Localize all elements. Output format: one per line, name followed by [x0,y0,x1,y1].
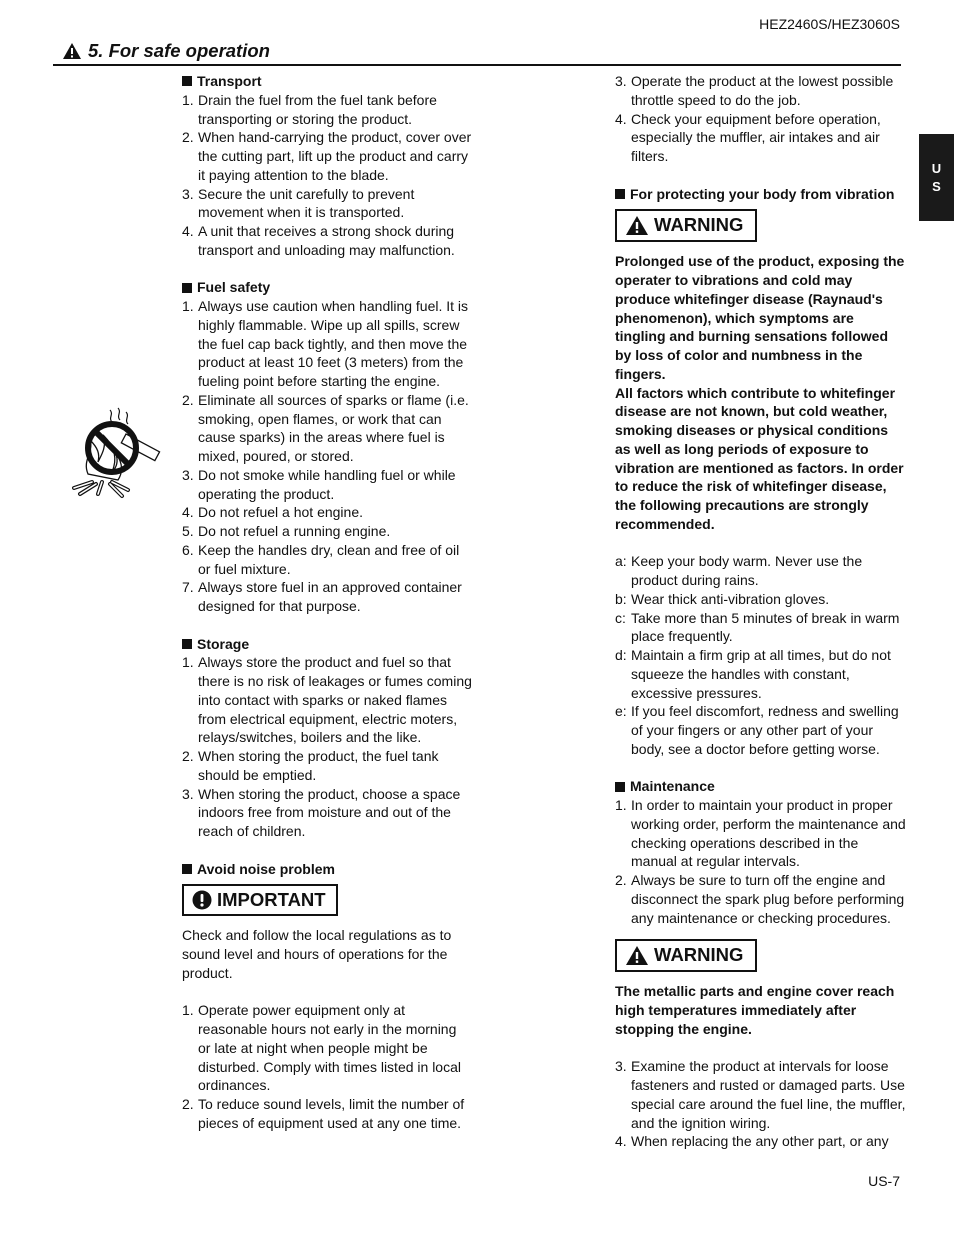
item-number: 5. [182,523,194,539]
bullet-square-icon [182,283,192,293]
item-text: Check your equipment before operation, especially the muffler, air intakes and air filters. [631,110,881,164]
noise-list-continued [615,72,907,166]
model-number: HEZ2460S/HEZ3060S [759,16,900,32]
item-text: Secure the unit carefully to prevent movement when it is transported. [198,185,415,221]
fuel-heading-text: Fuel safety [197,279,271,296]
item-text: Examine the product at intervals for loose fasteners and rusted or damaged parts. Use special care around the fuel line, the muffler, and the ignition wiring. [631,1058,906,1131]
list-item [615,1057,907,1132]
list-item [615,702,907,758]
item-text: When hand-carrying the product, cover over the cutting part, lift up the product and carry it paying attention to the blade. [198,129,472,183]
no-smoking-icon [68,404,172,500]
item-text: Wear thick anti-vibration gloves. [631,590,830,607]
important-text: Check and follow the local regulations as to sound level and hours of operations for the product. [182,927,452,981]
list-item [182,1095,472,1133]
list-item [615,796,907,871]
warning-label: WARNING [654,214,744,236]
storage-list [182,653,472,841]
vibration-heading-text: For protecting your body from vibration [630,185,895,202]
vibration-heading [615,185,907,204]
item-text: Always store fuel in an approved container designed for that purpose. [198,579,462,614]
item-number: 1. [182,91,194,108]
item-text: To reduce sound levels, limit the number of pieces of equipment used at any one time. [198,1096,465,1131]
warning-text: All factors which contribute to whitefinger disease are not known, but cold weather, smoking diseases or physical conditions as well as long periods of exposure to vibration are mentioned as factors. In order to reduce the risk of whitefinger disease, the following precautions are strongly recommended. [615,384,904,532]
important-label: IMPORTANT [217,888,326,910]
bullet-square-icon [182,864,192,874]
list-item [615,552,907,590]
list-item [182,1001,472,1095]
maintenance-list-continued [615,1057,907,1151]
item-text: Drain the fuel from the fuel tank before transporting or storing the product. [198,91,437,127]
noise-list [182,1001,472,1132]
list-item [182,391,472,466]
item-number: b: [615,590,627,607]
list-item [182,578,472,616]
list-item [615,1132,907,1151]
item-text: When replacing the any other part, or any [631,1133,889,1150]
storage-heading [182,635,472,654]
item-text: When storing the product, the fuel tank should be emptied. [198,748,439,783]
vibration-list [615,552,907,758]
warning-text: The metallic parts and engine cover reach high temperatures immediately after stopping the engine. [615,983,895,1037]
list-item [182,297,472,391]
list-item [182,785,472,841]
list-item [615,72,907,110]
item-text: In order to maintain your product in proper working order, perform the maintenance and checking operations described in the manual at regular intervals. [631,797,906,870]
list-item [182,91,472,129]
bullet-square-icon [182,639,192,649]
item-number: 3. [182,785,194,802]
item-number: d: [615,647,627,663]
important-box [182,884,338,916]
item-text: If you feel discomfort, redness and swelling of your fingers or any other part of your body, see a doctor before getting worse. [631,703,899,757]
item-number: 3. [182,185,194,202]
item-text: Keep your body warm. Never use the product during rains. [631,553,863,588]
item-number: a: [615,553,627,570]
item-number: 4. [615,110,627,127]
item-text: Take more than 5 minutes of break in warm place frequently. [631,609,900,645]
title-rule [53,64,901,66]
side-tab-u: U [931,160,942,176]
item-number: 4. [182,223,194,239]
list-item [182,185,472,223]
side-tab [919,134,954,221]
item-number: 7. [182,579,194,596]
transport-heading-text: Transport [197,73,262,89]
item-number: 2. [182,391,194,408]
item-number: 1. [182,298,194,314]
item-number: 3. [615,73,627,89]
fuel-heading [182,278,472,297]
list-item [182,747,472,785]
list-item [182,128,472,184]
item-number: e: [615,703,627,720]
list-item [615,609,907,647]
item-number: 6. [182,541,194,558]
warning-label: WARNING [654,944,744,966]
page-number: US-7 [868,1173,900,1189]
list-item [182,222,472,260]
item-text: Operate power equipment only at reasonable hours not early in the morning or late at night when people might be disturbed. Comply with times listed in local ordinances. [198,1002,461,1094]
item-number: 2. [182,748,194,764]
fuel-list [182,297,472,616]
transport-heading [182,72,472,91]
warning-text: Prolonged use of the product, exposing the operater to vibrations and cold may produce whitefinger disease (Raynaud's phenomenon), which symptoms are tingling and burning sensations followed by loss of color and numbness in the fingers. [615,253,905,382]
warning-box [615,209,757,242]
side-tab-s: S [932,178,941,194]
list-item [182,466,472,504]
item-text: Do not refuel a running engine. [198,523,391,539]
item-text: Maintain a firm grip at all times, but do not squeeze the handles with constant, excessive pressures. [631,647,891,701]
item-number: 3. [182,466,194,483]
section-title [62,40,270,62]
warning-box [615,939,757,972]
maintenance-heading [615,777,907,796]
left-column [182,72,472,1133]
list-item [615,110,907,166]
item-number: 1. [182,1002,194,1019]
warning-triangle-icon [625,215,649,236]
item-number: 1. [182,654,194,671]
right-column [615,72,907,1151]
bullet-square-icon [182,76,192,86]
list-item [182,541,472,579]
item-number: 2. [182,129,194,146]
item-text: Keep the handles dry, clean and free of oil or fuel mixture. [198,541,460,577]
item-number: 1. [615,797,627,813]
item-text: When storing the product, choose a space indoors free from moisture and out of the reach of children. [198,785,461,839]
list-item [182,522,472,541]
item-text: Do not smoke while handling fuel or while operating the product. [198,466,456,502]
item-number: 2. [615,872,627,888]
storage-heading-text: Storage [197,635,250,652]
exclamation-circle-icon [192,890,212,910]
item-text: A unit that receives a strong shock during transport and unloading may malfunction. [198,223,455,258]
item-number: 3. [615,1058,627,1075]
section-title-text: 5. For safe operation [88,40,270,61]
noise-heading-text: Avoid noise problem [197,860,335,877]
item-number: 2. [182,1096,194,1112]
list-item [182,653,472,747]
item-number: 4. [182,504,194,521]
list-item [615,646,907,702]
item-number: c: [615,609,626,626]
item-text: Operate the product at the lowest possible throttle speed to do the job. [631,73,894,108]
noise-heading [182,860,472,879]
item-text: Do not refuel a hot engine. [198,504,364,521]
list-item [182,503,472,522]
item-number: 4. [615,1133,627,1150]
item-text: Always be sure to turn off the engine and disconnect the spark plug before performing any maintenance or checking procedures. [631,872,905,926]
list-item [615,871,907,927]
maintenance-heading-text: Maintenance [630,778,715,795]
maintenance-list [615,796,907,927]
warning-triangle-icon [625,945,649,966]
item-text: Always use caution when handling fuel. It is highly flammable. Wipe up all spills, screw the fuel cap back tightly, and then move the product at least 10 feet (3 meters) from the fueling point before starting the engine. [198,298,469,389]
list-item [615,590,907,609]
bullet-square-icon [615,782,625,792]
bullet-square-icon [615,189,625,199]
item-text: Always store the product and fuel so that there is no risk of leakages or fumes coming into contact with sparks or naked flames from electrical equipment, electric moters, relays/switches, boilers and the like. [198,654,472,746]
item-text: Eliminate all sources of sparks or flame (i.e. smoking, open flames, or work that can cause sparks) in the areas where fuel is mixed, poured, or stored. [198,391,469,464]
transport-list [182,91,472,260]
warning-triangle-icon [62,42,82,60]
